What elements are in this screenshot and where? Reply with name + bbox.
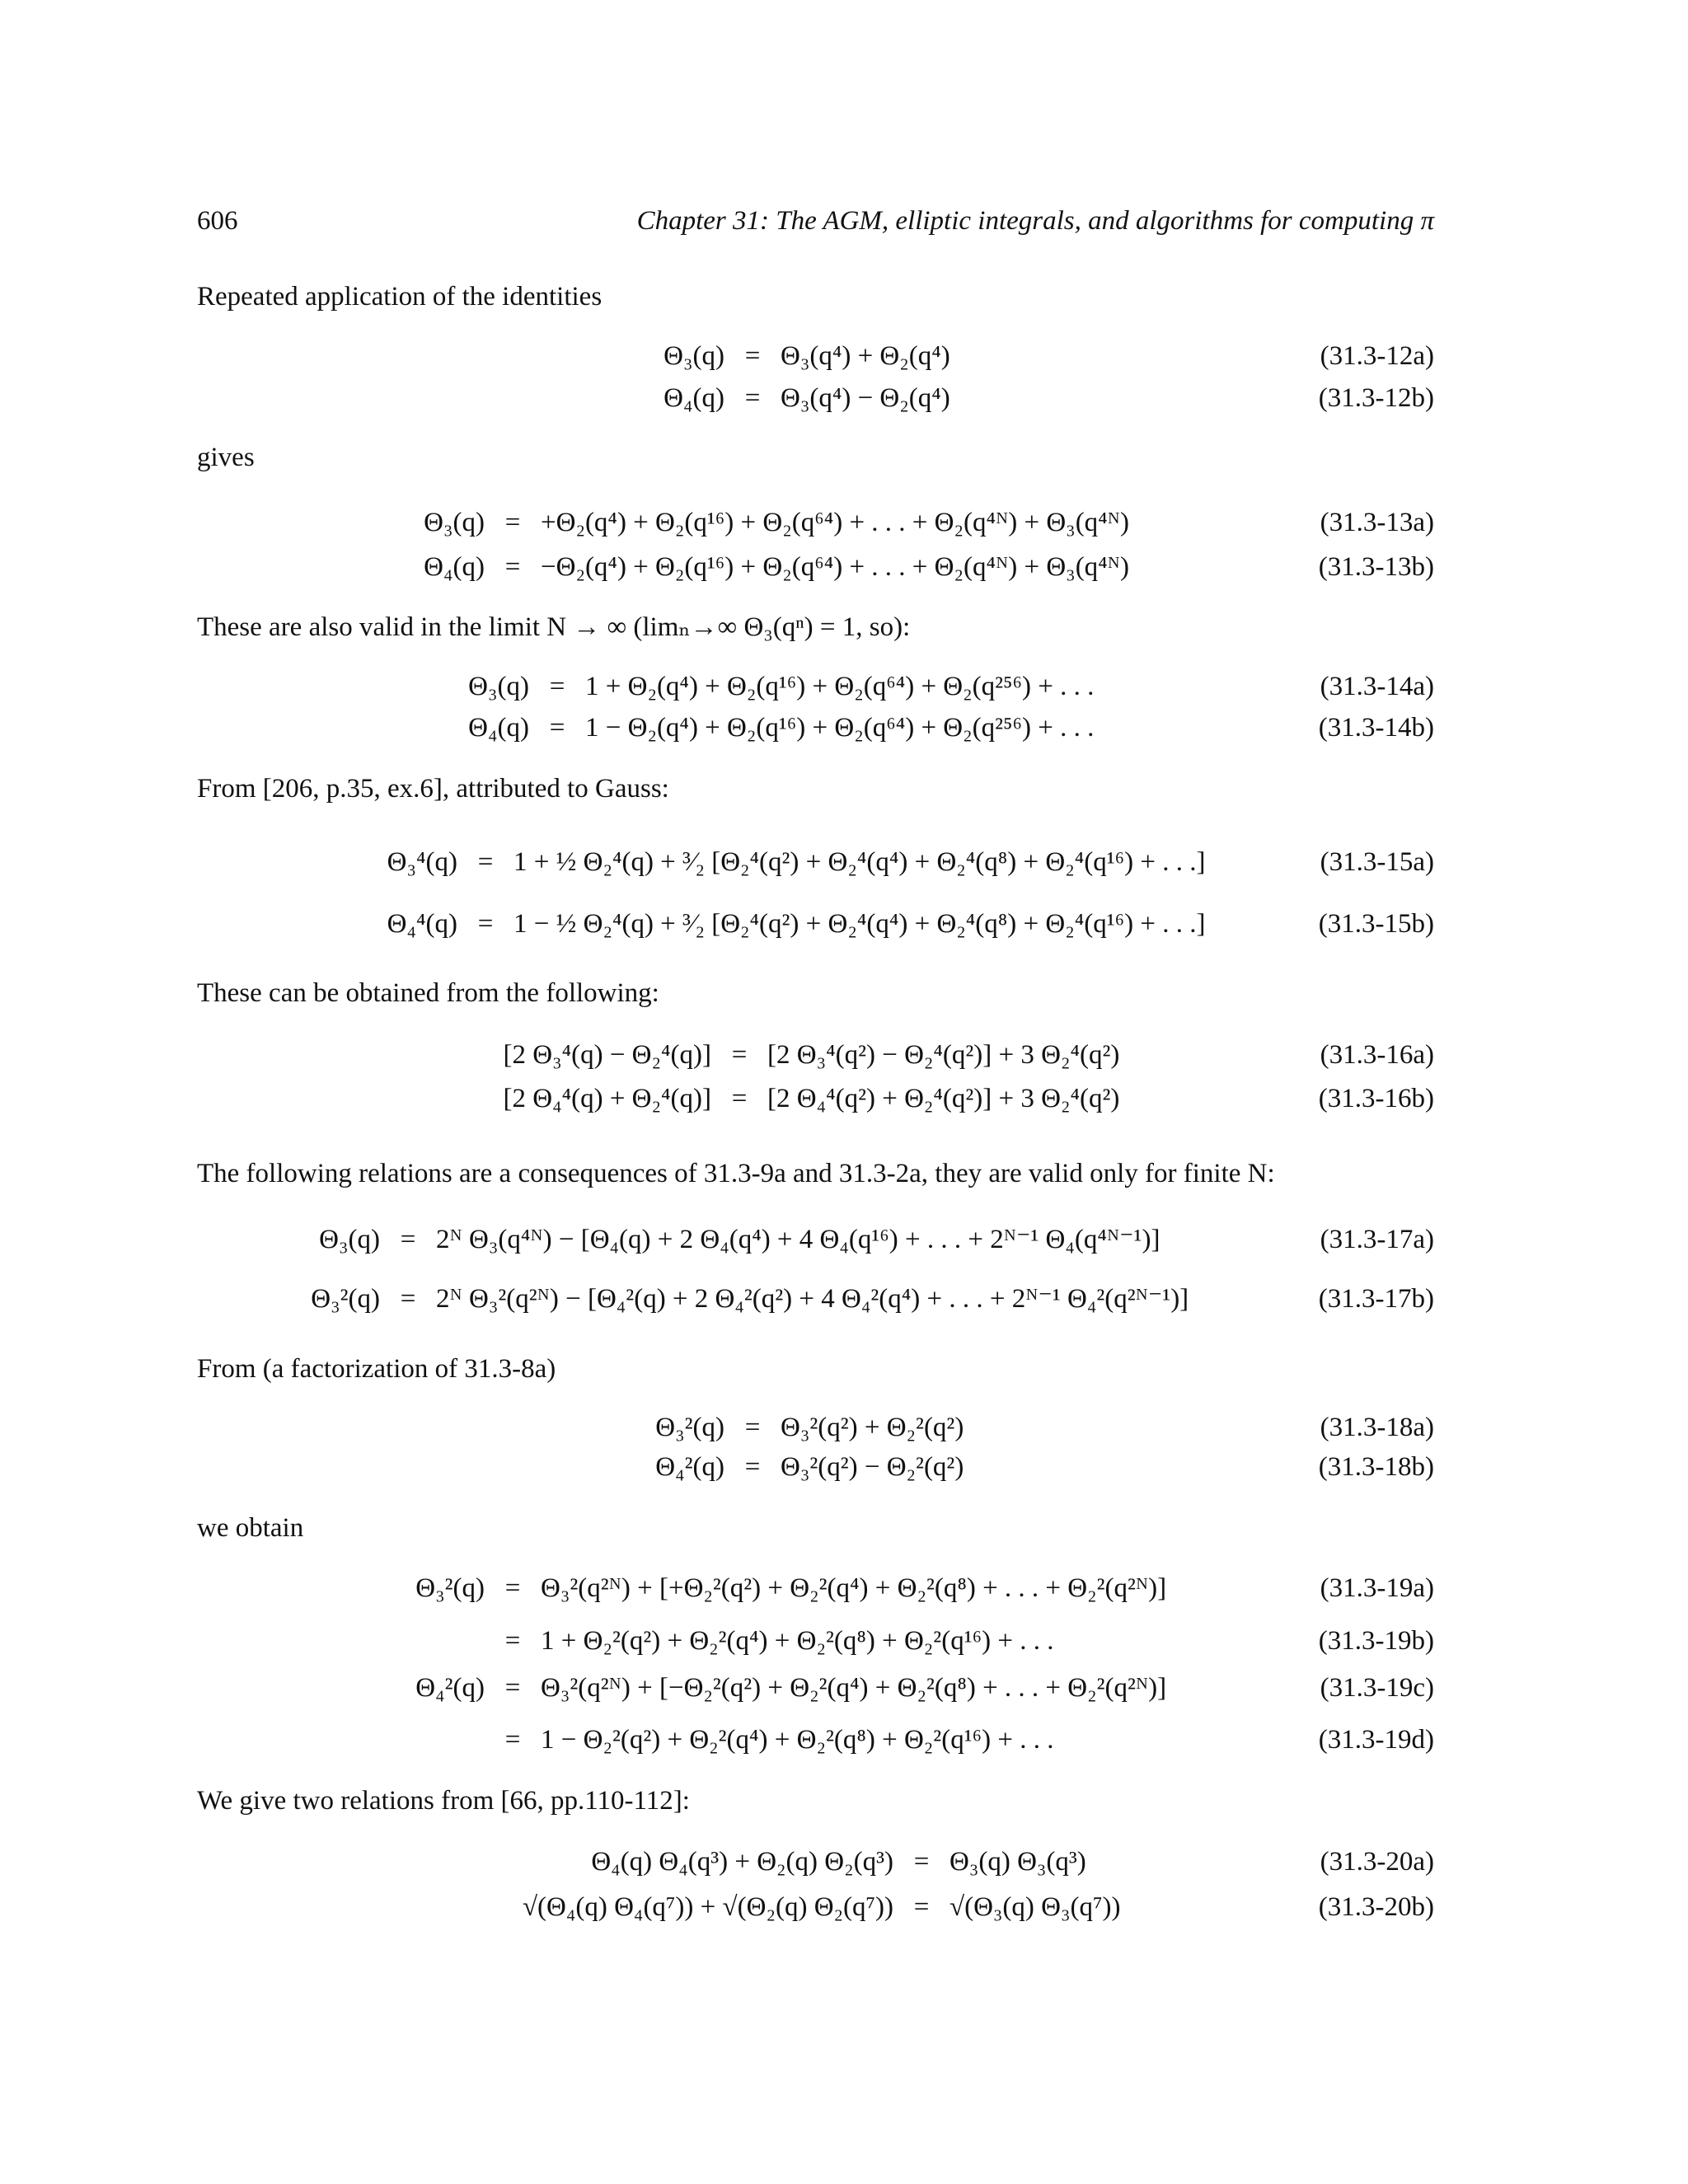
equation-number: (31.3-20b) xyxy=(1318,1892,1434,1922)
paragraph-text: These can be obtained from the following: xyxy=(197,978,659,1008)
paragraph-text: gives xyxy=(197,443,255,472)
equals-sign: = xyxy=(477,909,494,939)
equation-lhs: [2 Θ₃⁴(q) − Θ₂⁴(q)] xyxy=(503,1040,711,1070)
equation-rhs: 1 + Θ₂²(q²) + Θ₂²(q⁴) + Θ₂²(q⁸) + Θ₂²(q¹⁶) + . . . xyxy=(541,1626,1054,1656)
equals-sign: = xyxy=(744,1452,761,1482)
equals-sign: = xyxy=(549,713,565,743)
equation-rhs: 2ᴺ Θ₃(q⁴ᴺ) − [Θ₄(q) + 2 Θ₄(q⁴) + 4 Θ₄(q¹⁶) + . . . + 2ᴺ⁻¹ Θ₄(q⁴ᴺ⁻¹)] xyxy=(436,1225,1160,1254)
equals-sign: = xyxy=(549,672,565,701)
equals-sign: = xyxy=(504,1573,521,1603)
equation-lhs: Θ₃²(q) xyxy=(655,1413,724,1442)
equation-rhs: Θ₃²(q²ᴺ) + [−Θ₂²(q²) + Θ₂²(q⁴) + Θ₂²(q⁸) + . . . + Θ₂²(q²ᴺ)] xyxy=(541,1673,1167,1703)
equation-number: (31.3-19a) xyxy=(1320,1573,1434,1603)
equation-lhs: Θ₄(q) Θ₄(q³) + Θ₂(q) Θ₂(q³) xyxy=(591,1847,893,1877)
equals-sign: = xyxy=(744,1413,761,1442)
equation-number: (31.3-20a) xyxy=(1320,1847,1434,1877)
equals-sign: = xyxy=(477,847,494,877)
paragraph-text: we obtain xyxy=(197,1513,304,1543)
equation-lhs: Θ₄⁴(q) xyxy=(387,909,457,939)
equation-number: (31.3-16b) xyxy=(1318,1084,1434,1113)
equation-number: (31.3-12a) xyxy=(1320,341,1434,371)
equation-lhs: Θ₃(q) xyxy=(663,341,724,371)
equation-number: (31.3-18a) xyxy=(1320,1413,1434,1442)
equation-rhs: Θ₃(q⁴) + Θ₂(q⁴) xyxy=(781,341,950,371)
paragraph-text: These are also valid in the limit N → ∞ (limₙ→∞ Θ₃(qⁿ) = 1, so): xyxy=(197,612,911,642)
equals-sign: = xyxy=(504,1673,521,1703)
equation-number: (31.3-12b) xyxy=(1318,383,1434,413)
equals-sign: = xyxy=(731,1040,748,1070)
equation-number: (31.3-15a) xyxy=(1320,847,1434,877)
equals-sign: = xyxy=(504,1626,521,1656)
paragraph-text: Repeated application of the identities xyxy=(197,282,603,312)
equation-lhs: [2 Θ₄⁴(q) + Θ₂⁴(q)] xyxy=(503,1084,711,1113)
paragraph-text: We give two relations from [66, pp.110-112]: xyxy=(197,1786,690,1816)
equation-lhs: Θ₃²(q) xyxy=(311,1284,380,1314)
equation-rhs: 1 + Θ₂(q⁴) + Θ₂(q¹⁶) + Θ₂(q⁶⁴) + Θ₂(q²⁵⁶) + . . . xyxy=(585,672,1095,701)
equation-number: (31.3-14a) xyxy=(1320,672,1434,701)
equation-lhs: Θ₄²(q) xyxy=(415,1673,485,1703)
equation-rhs: Θ₃²(q²) − Θ₂²(q²) xyxy=(781,1452,964,1482)
paragraph-text: From [206, p.35, ex.6], attributed to Gauss: xyxy=(197,774,669,804)
equals-sign: = xyxy=(913,1892,930,1922)
equation-lhs: Θ₃(q) xyxy=(319,1225,380,1254)
equation-rhs: [2 Θ₄⁴(q²) + Θ₂⁴(q²)] + 3 Θ₂⁴(q²) xyxy=(767,1084,1120,1113)
equation-rhs: 1 − ½ Θ₂⁴(q) + ³⁄₂ [Θ₂⁴(q²) + Θ₂⁴(q⁴) + Θ₂⁴(q⁸) + Θ₂⁴(q¹⁶) + . . .] xyxy=(513,909,1206,939)
equation-rhs: 2ᴺ Θ₃²(q²ᴺ) − [Θ₄²(q) + 2 Θ₄²(q²) + 4 Θ₄²(q⁴) + . . . + 2ᴺ⁻¹ Θ₄²(q²ᴺ⁻¹)] xyxy=(436,1284,1189,1314)
equals-sign: = xyxy=(504,1725,521,1755)
equation-lhs: √(Θ₄(q) Θ₄(q⁷)) + √(Θ₂(q) Θ₂(q⁷)) xyxy=(522,1892,893,1922)
equation-rhs: +Θ₂(q⁴) + Θ₂(q¹⁶) + Θ₂(q⁶⁴) + . . . + Θ₂(q⁴ᴺ) + Θ₃(q⁴ᴺ) xyxy=(541,508,1129,537)
equation-number: (31.3-19c) xyxy=(1320,1673,1434,1703)
equation-number: (31.3-19d) xyxy=(1318,1725,1434,1755)
equation-number: (31.3-15b) xyxy=(1318,909,1434,939)
equation-rhs: Θ₃(q⁴) − Θ₂(q⁴) xyxy=(781,383,950,413)
equation-lhs: Θ₄(q) xyxy=(424,552,485,582)
equation-lhs: Θ₃(q) xyxy=(468,672,529,701)
equation-number: (31.3-18b) xyxy=(1318,1452,1434,1482)
equals-sign: = xyxy=(744,341,761,371)
equation-lhs: Θ₄²(q) xyxy=(655,1452,724,1482)
equation-number: (31.3-17a) xyxy=(1320,1225,1434,1254)
equation-rhs: 1 − Θ₂²(q²) + Θ₂²(q⁴) + Θ₂²(q⁸) + Θ₂²(q¹⁶) + . . . xyxy=(541,1725,1054,1755)
equals-sign: = xyxy=(504,508,521,537)
equation-lhs: Θ₃⁴(q) xyxy=(387,847,457,877)
equation-number: (31.3-19b) xyxy=(1318,1626,1434,1656)
equation-number: (31.3-13b) xyxy=(1318,552,1434,582)
equation-rhs: 1 + ½ Θ₂⁴(q) + ³⁄₂ [Θ₂⁴(q²) + Θ₂⁴(q⁴) + Θ₂⁴(q⁸) + Θ₂⁴(q¹⁶) + . . .] xyxy=(513,847,1206,877)
equation-rhs: 1 − Θ₂(q⁴) + Θ₂(q¹⁶) + Θ₂(q⁶⁴) + Θ₂(q²⁵⁶) + . . . xyxy=(585,713,1095,743)
paragraph-text: The following relations are a consequences of 31.3-9a and 31.3-2a, they are valid only for finite N: xyxy=(197,1159,1275,1188)
equation-lhs: Θ₃²(q) xyxy=(415,1573,485,1603)
page-number: 606 xyxy=(197,206,238,236)
equation-rhs: √(Θ₃(q) Θ₃(q⁷)) xyxy=(950,1892,1121,1922)
equals-sign: = xyxy=(913,1847,930,1877)
equation-rhs: Θ₃²(q²) + Θ₂²(q²) xyxy=(781,1413,964,1442)
equation-number: (31.3-16a) xyxy=(1320,1040,1434,1070)
equation-lhs: Θ₄(q) xyxy=(468,713,529,743)
running-title: Chapter 31: The AGM, elliptic integrals, and algorithms for computing π xyxy=(636,206,1434,236)
equation-number: (31.3-17b) xyxy=(1318,1284,1434,1314)
equation-rhs: Θ₃²(q²ᴺ) + [+Θ₂²(q²) + Θ₂²(q⁴) + Θ₂²(q⁸) + . . . + Θ₂²(q²ᴺ)] xyxy=(541,1573,1167,1603)
equals-sign: = xyxy=(400,1225,416,1254)
equals-sign: = xyxy=(400,1284,416,1314)
equals-sign: = xyxy=(731,1084,748,1113)
equation-lhs: Θ₄(q) xyxy=(663,383,724,413)
equation-rhs: Θ₃(q) Θ₃(q³) xyxy=(950,1847,1086,1877)
equation-rhs: [2 Θ₃⁴(q²) − Θ₂⁴(q²)] + 3 Θ₂⁴(q²) xyxy=(767,1040,1120,1070)
equation-number: (31.3-14b) xyxy=(1318,713,1434,743)
paragraph-text: From (a factorization of 31.3-8a) xyxy=(197,1354,556,1384)
equation-rhs: −Θ₂(q⁴) + Θ₂(q¹⁶) + Θ₂(q⁶⁴) + . . . + Θ₂(q⁴ᴺ) + Θ₃(q⁴ᴺ) xyxy=(541,552,1129,582)
equation-number: (31.3-13a) xyxy=(1320,508,1434,537)
equals-sign: = xyxy=(504,552,521,582)
equals-sign: = xyxy=(744,383,761,413)
equation-lhs: Θ₃(q) xyxy=(424,508,485,537)
